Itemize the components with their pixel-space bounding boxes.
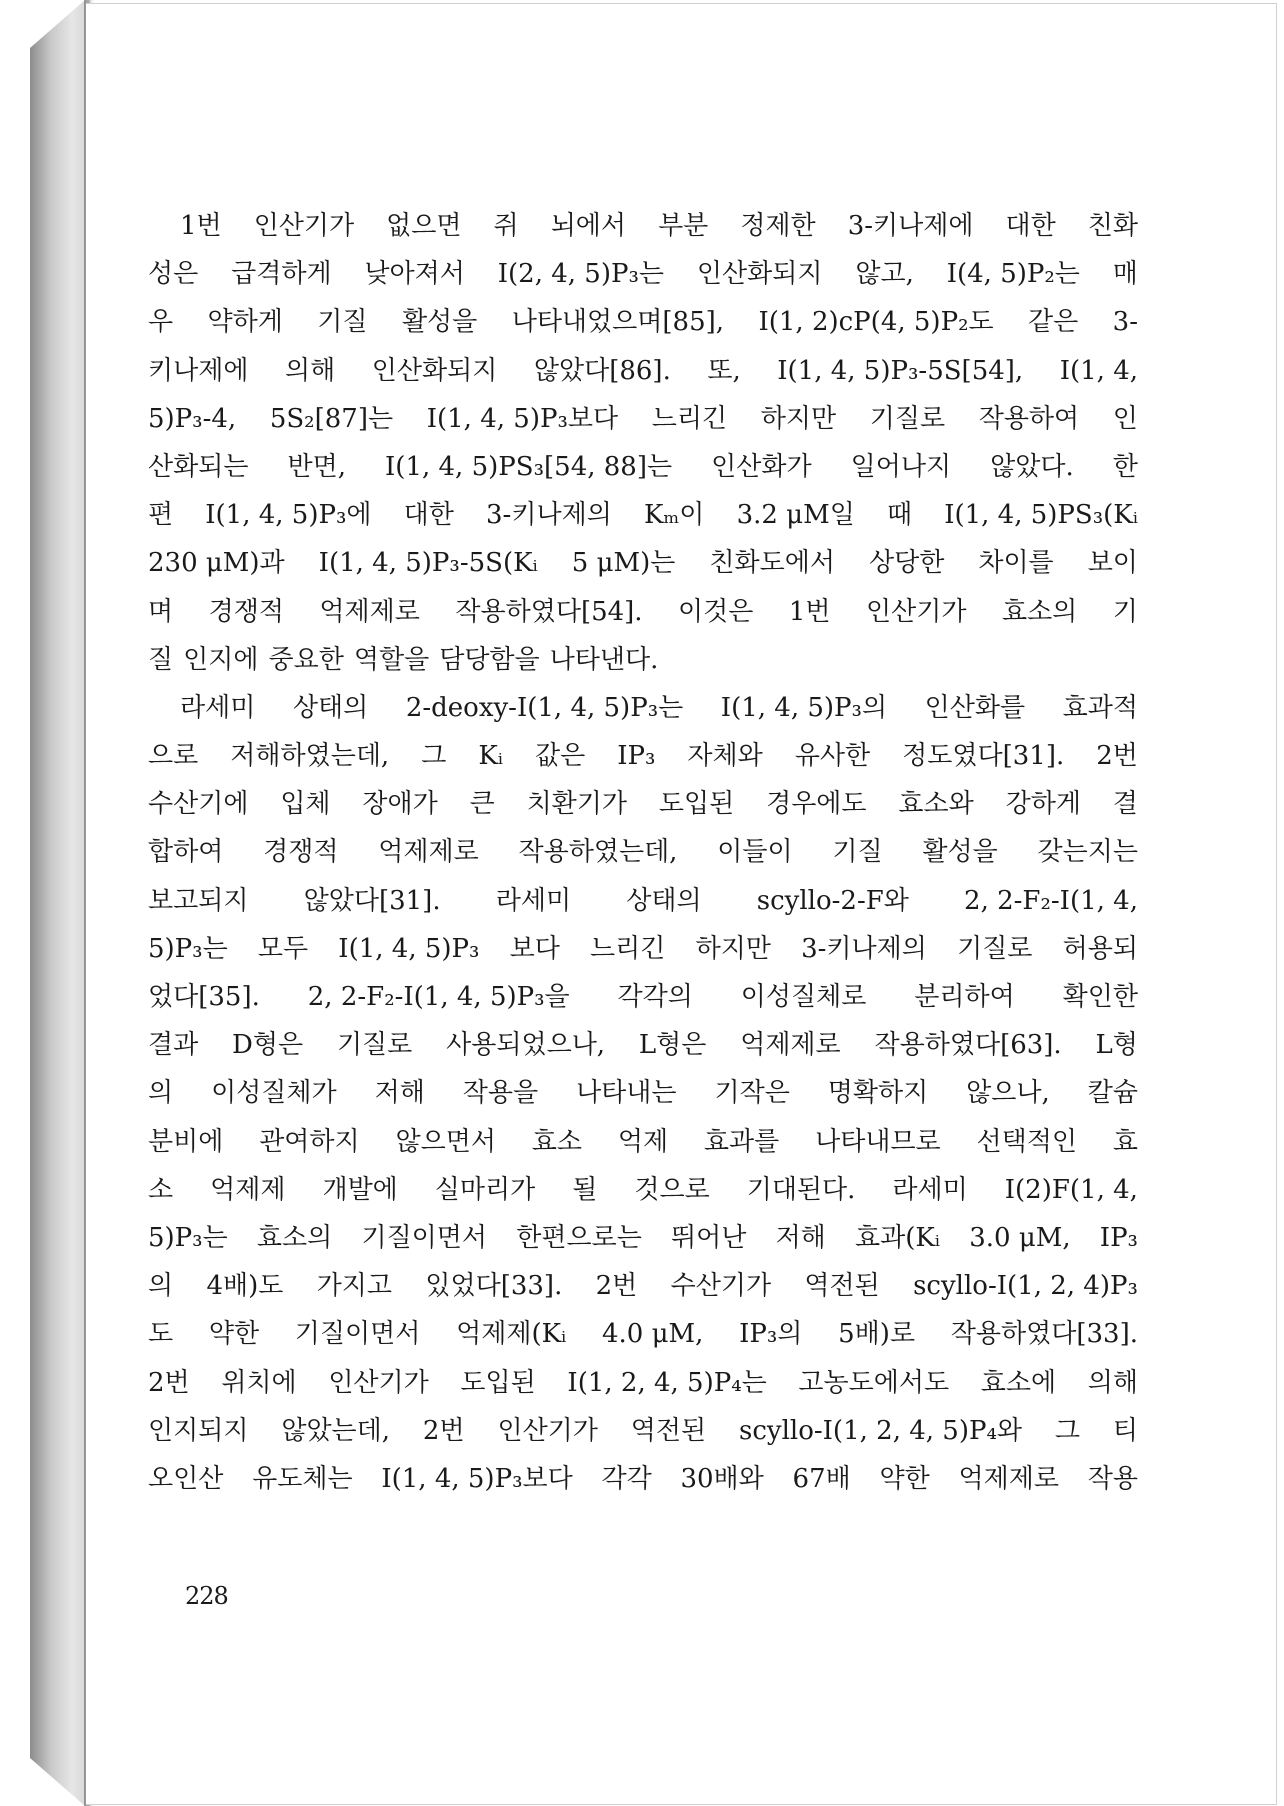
word: 인 [1112, 403, 1138, 434]
word: 고농도에서도 [798, 1367, 950, 1398]
word: 오인산 [148, 1463, 224, 1494]
word: 대한 [1005, 211, 1056, 241]
word: 작용하여 [978, 403, 1080, 434]
word: 4배)도 [206, 1271, 284, 1302]
word: I(1, 4, 5)P₃에 [205, 500, 372, 531]
word: 효과(Kᵢ [854, 1222, 941, 1253]
word: 하지만 [695, 933, 771, 964]
word: 라세미 [180, 692, 256, 723]
page-number: 228 [185, 1582, 228, 1610]
word: 억제제 [210, 1174, 286, 1205]
word: Kₘ이 [643, 500, 705, 531]
word: 유도체는 [252, 1463, 353, 1494]
word: 기질이면서 [294, 1319, 421, 1350]
word: 작용하였다[33]. [950, 1319, 1138, 1350]
word: L형 [1095, 1030, 1138, 1061]
word: 이성질체가 [211, 1078, 337, 1109]
text-line [148, 1262, 1138, 1310]
word: 가지고 [316, 1271, 393, 1302]
word: 않았다[31]. [303, 885, 441, 916]
text-line [148, 973, 1138, 1021]
word: 결과 [148, 1030, 199, 1061]
word: 상태의 [626, 885, 702, 916]
word: 뛰어난 [671, 1222, 747, 1253]
word: 며 [148, 596, 174, 627]
word: 경쟁적 [208, 596, 284, 627]
word: 억제제로 [378, 837, 479, 868]
word: 없으면 [386, 211, 462, 241]
word: 저해 [374, 1078, 425, 1109]
word: 확인한 [1062, 982, 1138, 1012]
word: 의 [148, 1078, 174, 1109]
text-line [148, 925, 1138, 973]
word: 인산기가 [866, 596, 967, 627]
word: 인산화를 [924, 692, 1026, 723]
word: 3.0 μM, [969, 1222, 1071, 1253]
word: 2번 [148, 1367, 190, 1398]
word: scyllo-I(1, 2, 4)P₃ [913, 1271, 1138, 1302]
word: 반면, [287, 451, 346, 482]
word: 저해 [775, 1222, 826, 1253]
word: I(1, 4, 5)PS₃[54, 88]는 [385, 451, 673, 482]
word: 낮아져서 [364, 259, 465, 290]
word: 효과적 [1062, 692, 1138, 723]
word: 산화되는 [148, 451, 249, 482]
word: IP₃ [1099, 1222, 1138, 1253]
word: 대한 [403, 500, 454, 531]
word: 저해하였는데, [230, 741, 390, 772]
word: 관여하지 [259, 1126, 360, 1157]
word: 차이를 [978, 548, 1054, 579]
word: 이들이 [717, 837, 793, 868]
word: 유사한 [794, 741, 871, 772]
word: 한 [1112, 451, 1138, 482]
word: 5배)로 [838, 1319, 916, 1350]
word: 의해 [1087, 1367, 1138, 1398]
word: D형은 [232, 1030, 304, 1061]
word: 않았다. [990, 451, 1074, 482]
word: 느리긴 [651, 403, 728, 434]
word: 으로 [148, 741, 199, 772]
text-line [148, 1407, 1138, 1455]
word: 값은 [534, 741, 586, 772]
word: 라세미 [495, 885, 572, 916]
word: 이성질체로 [740, 982, 867, 1012]
word: 역전된 [804, 1271, 880, 1302]
word: 경우에도 [766, 789, 867, 820]
word: 각각의 [617, 982, 693, 1012]
word: 억제제(Kᵢ [456, 1319, 567, 1350]
word: 억제 [617, 1126, 669, 1157]
word: 허용되 [1062, 933, 1138, 964]
book-spine [30, 0, 90, 1806]
word: I(1, 4, [1059, 355, 1138, 386]
body-text [148, 202, 1138, 1503]
word: 모두 [257, 933, 309, 964]
word: 인산기가 [328, 1367, 429, 1398]
word: 1번 [180, 211, 222, 241]
word: 뇌에서 [550, 211, 627, 241]
word: 기질로 [336, 1030, 413, 1061]
word: 활성을 [401, 307, 478, 338]
word: 않았다[86]. [533, 355, 671, 386]
word: I(1, 4, 5)P₃보다 [426, 403, 619, 434]
word: 도 [148, 1319, 174, 1350]
word: 않았는데, [281, 1415, 391, 1446]
word: 작용하였다[63]. [874, 1030, 1062, 1061]
text-line [148, 877, 1138, 925]
word: 장애가 [362, 789, 438, 820]
word: 2번 [595, 1271, 638, 1302]
word: 중요한 [268, 644, 344, 675]
word: 성은 [148, 259, 199, 290]
word: scyllo-I(1, 2, 4, 5)P₄와 [739, 1415, 1023, 1446]
word: 약한 [879, 1463, 930, 1494]
word: 치환기가 [526, 789, 628, 820]
word: 정제한 [740, 211, 816, 241]
word: 활성을 [922, 837, 998, 868]
text-line [148, 443, 1138, 491]
word: 느리긴 [590, 933, 666, 964]
word: 5)P₃는 [148, 933, 228, 964]
word: 2, 2-F₂-I(1, 4, 5)P₃을 [307, 982, 570, 1012]
word: I(1, 4, 5)PS₃(Kᵢ [944, 500, 1138, 531]
word: 라세미 [892, 1174, 968, 1205]
word: 3-키나제의 [801, 933, 927, 964]
text-line [148, 1021, 1138, 1069]
word: 기질 [832, 837, 883, 868]
word: 인산기가 [497, 1415, 598, 1446]
word: 인지되지 [148, 1415, 249, 1446]
word: 억제제로 [740, 1030, 841, 1061]
word: 효소와 [898, 789, 974, 820]
word: 키나제에 [148, 355, 249, 386]
word: 효소의 [256, 1222, 333, 1253]
word: 작용을 [462, 1078, 539, 1109]
word: 3- [1112, 307, 1138, 338]
word: 효과를 [703, 1126, 780, 1157]
word: 분비에 [148, 1126, 224, 1157]
word: 의 [148, 1271, 174, 1302]
word: 효소에 [980, 1367, 1057, 1398]
text-line [148, 636, 1138, 684]
word: 결 [1112, 789, 1138, 820]
word: 67배 [792, 1463, 851, 1494]
word: 일어나지 [850, 451, 952, 482]
word: 분리하여 [914, 982, 1015, 1012]
word: 자체와 [687, 741, 763, 772]
text-line [148, 395, 1138, 443]
word: 3.2 μM일 [736, 500, 855, 531]
word: 쥐 [493, 211, 519, 241]
word: I(1, 4, 5)P₃의 [720, 692, 888, 723]
word: 않으면서 [395, 1126, 496, 1157]
text-line [148, 828, 1138, 876]
word: 억제제로 [958, 1463, 1059, 1494]
text-line [148, 250, 1138, 298]
word: 2번 [422, 1415, 465, 1446]
word: 230 μM)과 [148, 548, 285, 579]
word: 나타낸다. [549, 644, 659, 675]
word: 3-키나제에 [847, 211, 974, 241]
word: 보고되지 [148, 885, 249, 916]
word: 이것은 [678, 596, 754, 627]
word: 효 [1112, 1126, 1138, 1157]
word: 경쟁적 [263, 837, 339, 868]
word: 않으나, [966, 1078, 1050, 1109]
word: 그 [1054, 1415, 1080, 1446]
word: 도입된 [658, 789, 735, 820]
word: 친화 [1087, 211, 1138, 241]
text-line [148, 539, 1138, 587]
word: 나타내므로 [815, 1126, 941, 1157]
word: 급격하게 [231, 259, 332, 290]
word: 5S₂[87]는 [269, 403, 394, 434]
text-line [148, 588, 1138, 636]
text-line [148, 1214, 1138, 1262]
word: 도입된 [460, 1367, 536, 1398]
word: 실마리가 [434, 1174, 536, 1205]
word: 담당함을 [439, 644, 540, 675]
word: 수산기에 [148, 789, 249, 820]
word: 정도였다[31]. [902, 741, 1065, 772]
word: 역전된 [630, 1415, 707, 1446]
word: 것으로 [634, 1174, 710, 1205]
word: I(2)F(1, 4, [1004, 1174, 1138, 1205]
word: 위치에 [221, 1367, 297, 1398]
word: 질 [148, 644, 174, 675]
word: 강하게 [1005, 789, 1081, 820]
word: 친화도에서 [709, 548, 835, 579]
word: 인산화가 [711, 451, 812, 482]
word: 하지만 [760, 403, 837, 434]
word: 기질로 [869, 403, 946, 434]
text-line [148, 1359, 1138, 1407]
word: 명확하지 [827, 1078, 929, 1109]
word: 각각 [601, 1463, 652, 1494]
word: 될 [572, 1174, 598, 1205]
word: 5)P₃-4, [148, 403, 237, 434]
word: 갖는지는 [1037, 837, 1138, 868]
word: I(1, 4, 5)P₃ [338, 933, 480, 964]
word: 인산기가 [253, 211, 355, 241]
word: 수산기가 [670, 1271, 772, 1302]
word: I(1, 4, 5)P₃-5S(Kᵢ [318, 548, 538, 579]
text-line [148, 732, 1138, 780]
word: 부분 [658, 211, 709, 241]
word: I(2, 4, 5)P₃는 [497, 259, 665, 290]
word: 인지에 [183, 644, 259, 675]
text-line [148, 491, 1138, 539]
word: 3-키나제의 [486, 500, 612, 531]
word: 때 [886, 500, 913, 531]
word: 편 [148, 500, 174, 531]
text-line [148, 298, 1138, 346]
text-line [148, 202, 1138, 250]
word: 있었다[33]. [425, 1271, 563, 1302]
word: 보다 [509, 933, 560, 964]
word: I(1, 2, 4, 5)P₄는 [567, 1367, 767, 1398]
text-line [148, 1455, 1138, 1503]
word: 선택적인 [976, 1126, 1077, 1157]
word: 30배와 [680, 1463, 764, 1494]
word: 약하게 [207, 307, 283, 338]
word: 기질 [317, 307, 368, 338]
word: 기질로 [957, 933, 1033, 964]
word: 합하여 [148, 837, 224, 868]
word: 상당한 [868, 548, 945, 579]
word: 기질이면서 [361, 1222, 488, 1253]
word: L형은 [638, 1030, 707, 1061]
text-line [148, 1310, 1138, 1358]
word: 나타내는 [576, 1078, 677, 1109]
word: 5)P₃는 [148, 1222, 228, 1253]
word: 인산화되지 [696, 259, 823, 290]
word: 2, 2-F₂-I(1, 4, [964, 885, 1138, 916]
word: scyllo-2-F와 [756, 885, 909, 916]
word: 효소의 [1001, 596, 1078, 627]
word: 2-deoxy-I(1, 4, 5)P₃는 [405, 692, 684, 723]
word: 역할을 [353, 644, 430, 675]
word: IP₃ [617, 741, 656, 772]
word: 개발에 [322, 1174, 398, 1205]
word: 2번 [1096, 741, 1138, 772]
word: 칼슘 [1087, 1078, 1138, 1109]
word: 큰 [469, 789, 495, 820]
word: 5 μM)는 [571, 548, 676, 579]
word: 인산화되지 [371, 355, 498, 386]
word: 기작은 [714, 1078, 790, 1109]
word: Kᵢ [478, 741, 503, 772]
word: 그 [421, 741, 447, 772]
word: I(1, 2)cP(4, 5)P₂도 [758, 307, 994, 338]
word: 작용하였는데, [518, 837, 678, 868]
word: 작용하였다[54]. [455, 596, 643, 627]
word: 입체 [280, 789, 331, 820]
word: 억제제로 [319, 596, 420, 627]
word: 보이 [1087, 548, 1138, 579]
word: I(4, 5)P₂는 [946, 259, 1080, 290]
word: 나타내었으며[85], [511, 307, 725, 338]
word: 또, [707, 355, 741, 386]
word: IP₃의 [739, 1319, 803, 1350]
text-line [148, 1118, 1138, 1166]
word: 한편으로는 [516, 1222, 642, 1253]
word: 사용되었으나, [446, 1030, 606, 1061]
word: 소 [148, 1174, 174, 1205]
word: 상태의 [292, 692, 369, 723]
text-line [148, 1069, 1138, 1117]
word: 약한 [208, 1319, 260, 1350]
text-line [148, 1166, 1138, 1214]
text-line [148, 780, 1138, 828]
word: I(1, 4, 5)P₃-5S[54], [777, 355, 1024, 386]
word: I(1, 4, 5)P₃보다 [381, 1463, 573, 1494]
word: 기대된다. [746, 1174, 856, 1205]
word: 같은 [1028, 307, 1079, 338]
word: 기 [1112, 596, 1138, 627]
word: 우 [148, 307, 174, 338]
word: 매 [1112, 259, 1138, 290]
word: 티 [1112, 1415, 1138, 1446]
word: 었다[35]. [148, 982, 260, 1012]
text-line [148, 347, 1138, 395]
word: 작용 [1087, 1463, 1138, 1494]
word: 1번 [788, 596, 831, 627]
word: 않고, [855, 259, 914, 290]
word: 4.0 μM, [601, 1319, 704, 1350]
text-line [148, 684, 1138, 732]
word: 효소 [531, 1126, 583, 1157]
word: 의해 [284, 355, 336, 386]
